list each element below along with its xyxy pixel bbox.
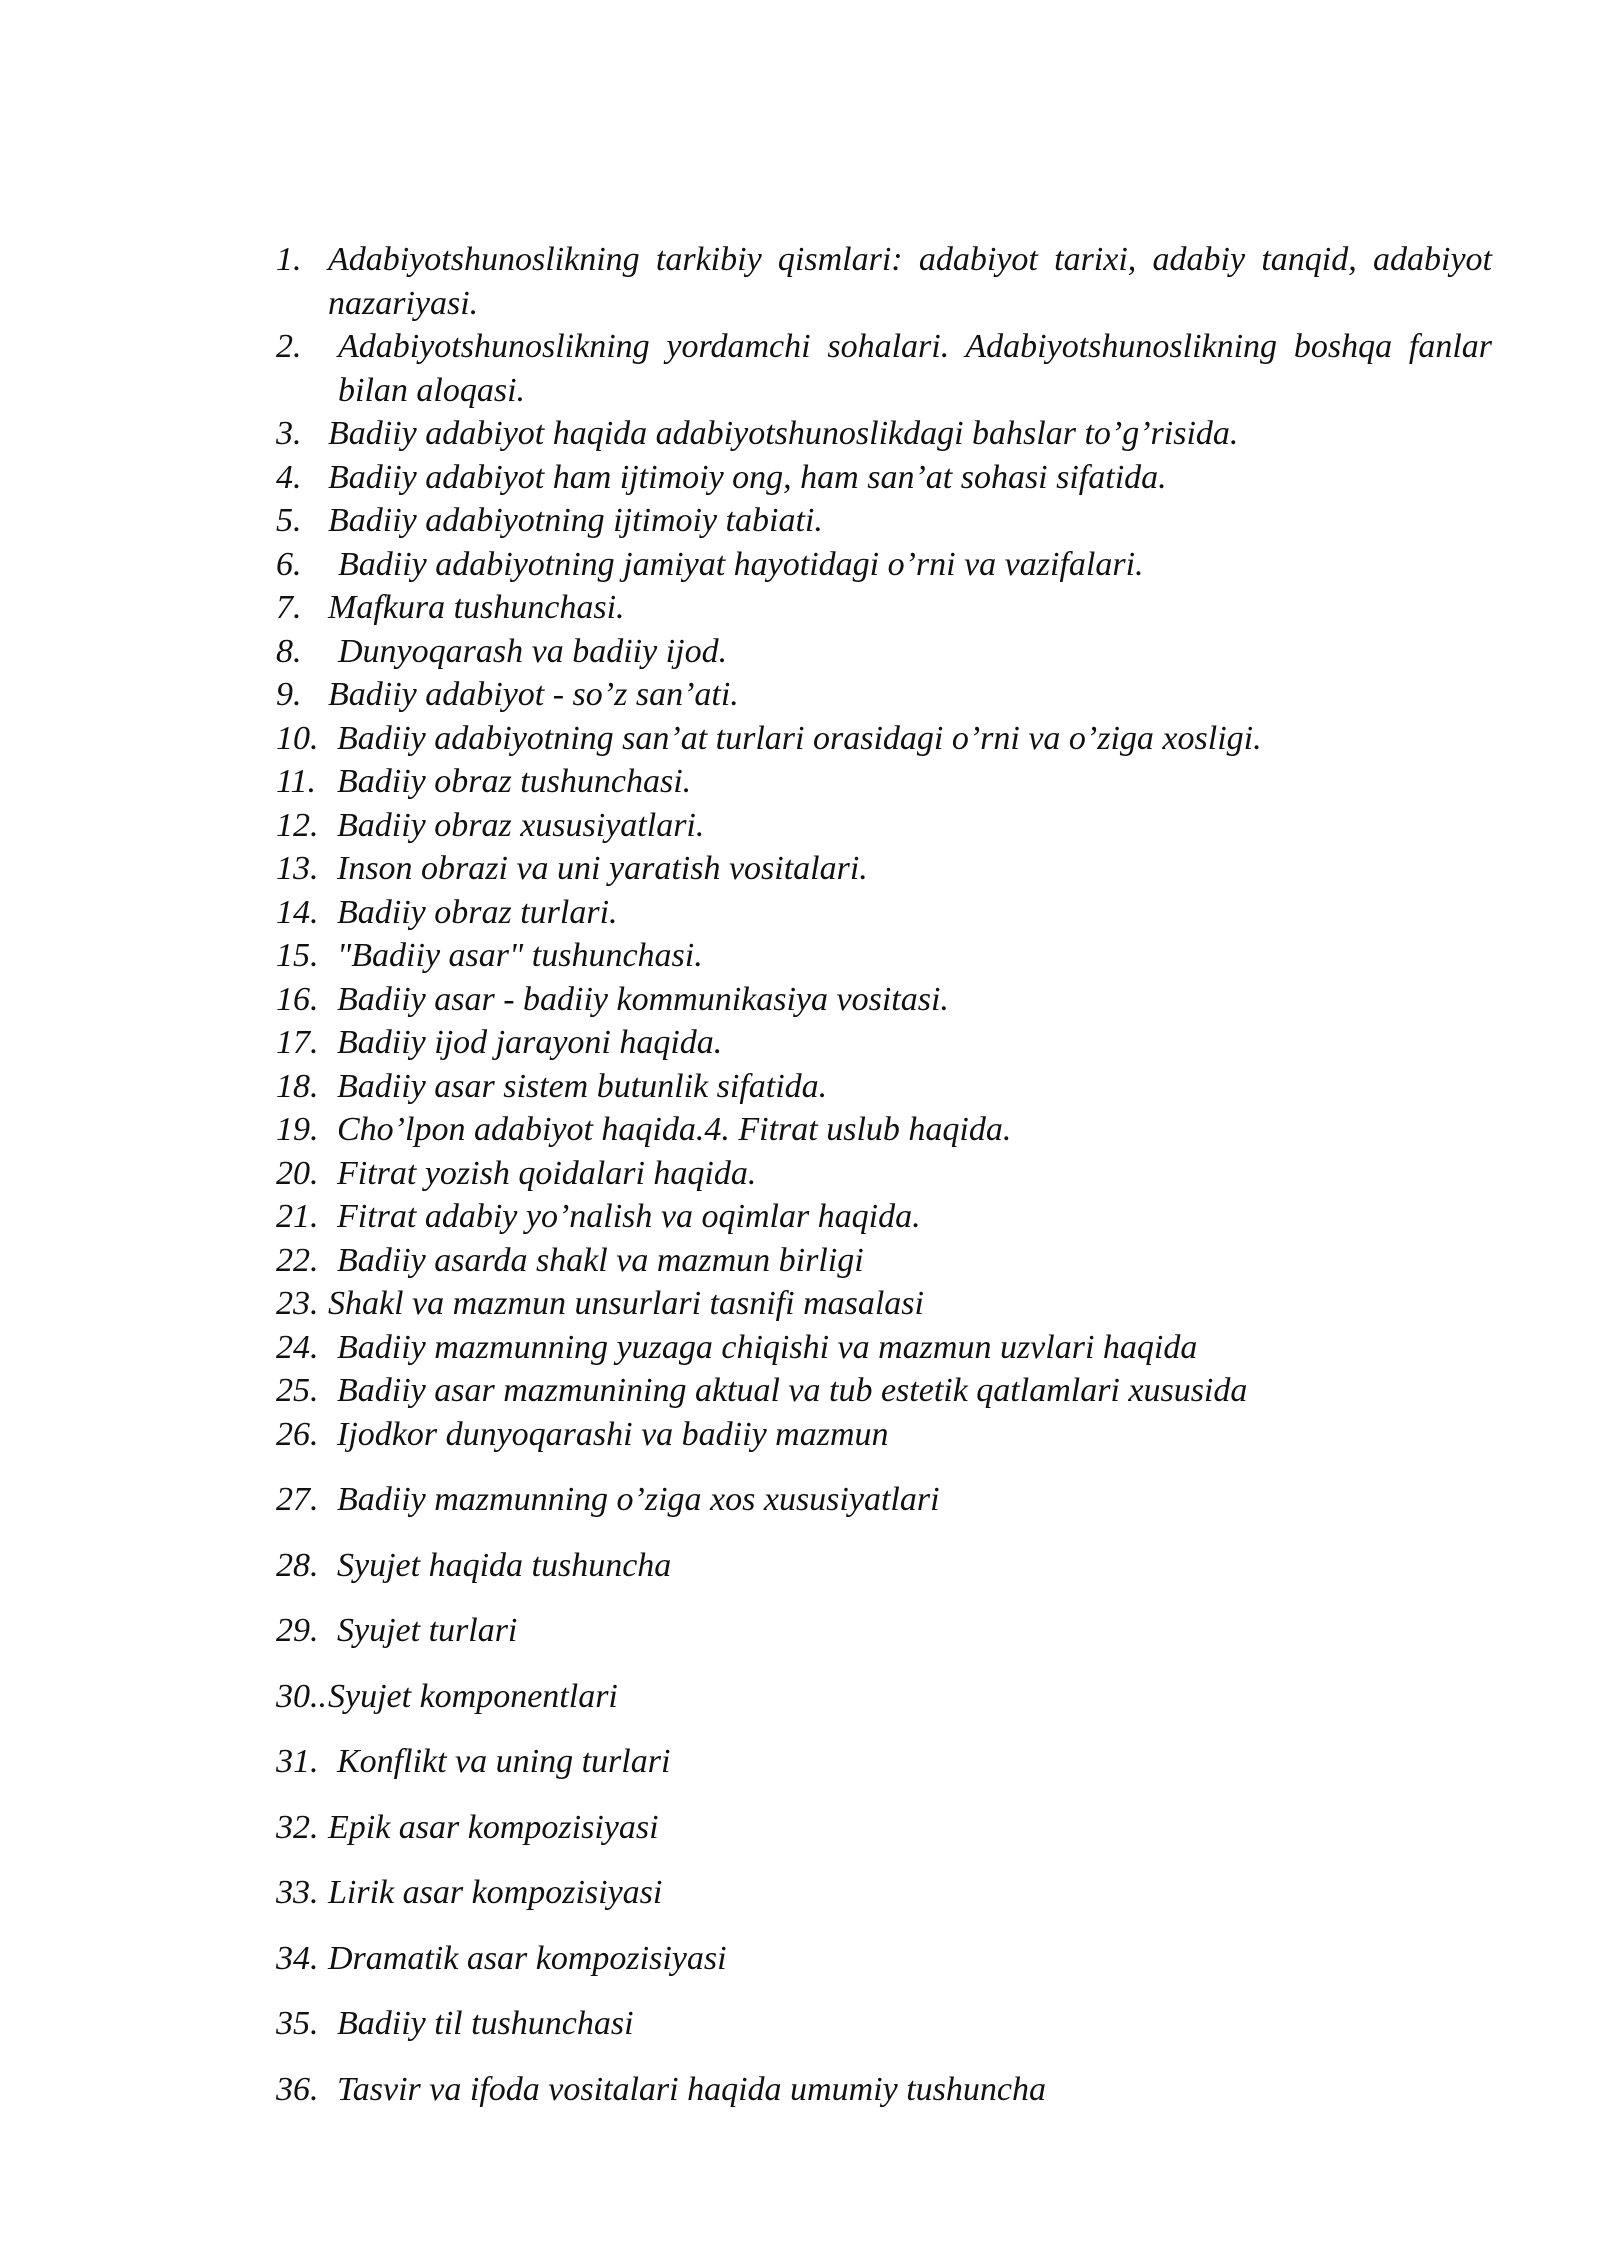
item-text: Syujet komponentlari [328,1677,618,1715]
item-text: Badiiy asar sistem butunlik sifatida. [337,1067,828,1105]
list-item [276,934,1492,978]
list-item [276,1152,1492,1196]
list-item [276,325,1492,412]
item-text: Konflikt va uning turlari [337,1743,671,1780]
item-number: 35. [276,2005,319,2042]
list-item [276,412,1492,456]
topic-list [276,238,1492,2111]
item-number: 18. [276,1067,319,1105]
item-text: Badiiy ijod jarayoni haqida. [337,1024,723,1061]
item-number: 31. [276,1743,319,1780]
item-number: 10. [276,719,319,757]
item-text: Epik asar kompozisiyasi [328,1808,659,1846]
list-item [276,586,1492,630]
list-item [276,804,1492,848]
list-item [276,847,1492,891]
item-text: Syujet haqida tushuncha [337,1546,672,1584]
item-number: 34. [276,1939,319,1977]
item-number: 8. [276,632,302,670]
item-text: Adabiyotshunoslikning yordamchi sohalari. Adabiyotshunoslikning boshqa fanlar bilan aloqasi. [338,328,1492,409]
item-text: Mafkura tushunchasi. [328,589,625,626]
item-number: 15. [276,937,319,974]
list-item [276,1239,1492,1283]
list-item [276,2002,1492,2046]
list-item [276,760,1492,804]
item-number: 26. [276,1415,319,1453]
list-item [276,673,1492,717]
item-number: 29. [276,1612,319,1649]
item-number: 17. [276,1024,319,1061]
item-text: Dramatik asar kompozisiyasi [328,1939,727,1977]
item-text: Fitrat adabiy yo’nalish va oqimlar haqida. [337,1198,921,1235]
list-item [276,1609,1492,1653]
list-item [276,1937,1492,1981]
item-text: Badiiy adabiyotning san’at turlari orasidagi o’rni va o’ziga xosligi. [337,719,1262,757]
list-item [276,1871,1492,1915]
item-number: 36. [276,2070,319,2108]
item-text: Dunyoqarash va badiiy ijod. [338,632,728,670]
item-text: Badiiy mazmunning yuzaga chiqishi va mazmun uzvlari haqida [337,1328,1198,1366]
item-number: 30.. [276,1677,327,1715]
item-number: 14. [276,893,319,931]
list-item [276,1326,1492,1370]
item-number: 12. [276,806,319,844]
list-item [276,1806,1492,1850]
list-item [276,1740,1492,1784]
item-number: 4. [276,458,302,496]
item-number: 24. [276,1328,319,1366]
item-number: 27. [276,1481,319,1518]
item-number: 20. [276,1154,319,1192]
list-item [276,238,1492,325]
item-text: Lirik asar kompozisiyasi [328,1874,663,1911]
item-number: 1. [276,241,302,278]
list-item [276,630,1492,674]
item-number: 2. [276,328,302,365]
list-item [276,499,1492,543]
item-number: 33. [276,1874,319,1911]
item-text: Badiiy asar - badiiy kommunikasiya vositasi. [337,980,949,1018]
item-number: 19. [276,1111,319,1148]
list-item [276,1544,1492,1588]
item-text: Shakl va mazmun unsurlari tasnifi masalasi [328,1285,924,1322]
item-text: Badiiy obraz xususiyatlari. [337,806,705,844]
item-text: Syujet turlari [337,1612,518,1649]
list-item [276,1478,1492,1522]
item-number: 11. [276,763,316,800]
item-text: Badiiy asarda shakl va mazmun birligi [337,1241,864,1279]
list-item [276,1369,1492,1413]
list-item [276,1108,1492,1152]
item-text: Badiiy adabiyotning ijtimoiy tabiati. [328,502,823,539]
item-text: Badiiy asar mazmunining aktual va tub estetik qatlamlari xususida [337,1372,1248,1409]
item-number: 9. [276,676,302,713]
item-text: Badiiy obraz turlari. [337,893,618,931]
item-text: Cho’lpon adabiyot haqida.4. Fitrat uslub haqida. [337,1111,1012,1148]
item-text: Fitrat yozish qoidalari haqida. [337,1154,757,1192]
list-item [276,456,1492,500]
list-item [276,1675,1492,1719]
item-number: 13. [276,850,319,887]
item-number: 7. [276,589,302,626]
list-item [276,543,1492,587]
item-text: Inson obrazi va uni yaratish vositalari. [337,850,868,887]
item-text: Adabiyotshunoslikning tarkibiy qismlari: adabiyot tarixi, adabiy tanqid, adabiyot nazariyasi. [328,241,1492,322]
item-number: 21. [276,1198,319,1235]
item-number: 5. [276,502,302,539]
list-item [276,1195,1492,1239]
list-item [276,1065,1492,1109]
list-item [276,978,1492,1022]
item-number: 6. [276,545,302,583]
item-number: 23. [276,1285,319,1322]
item-text: Ijodkor dunyoqarashi va badiiy mazmun [337,1415,889,1453]
item-text: "Badiiy asar" tushunchasi. [337,937,703,974]
item-text: Badiiy til tushunchasi [337,2005,634,2042]
list-item [276,2068,1492,2112]
item-text: Badiiy adabiyot haqida adabiyotshunoslikdagi bahslar to’g’risida. [328,415,1239,452]
item-text: Tasvir va ifoda vositalari haqida umumiy tushuncha [337,2070,1046,2108]
item-number: 22. [276,1241,319,1279]
list-item [276,1282,1492,1326]
item-number: 25. [276,1372,319,1409]
item-text: Badiiy obraz tushunchasi. [337,763,692,800]
list-item [276,1413,1492,1457]
item-number: 28. [276,1546,319,1584]
item-text: Badiiy mazmunning o’ziga xos xususiyatlari [337,1481,940,1518]
item-text: Badiiy adabiyot ham ijtimoiy ong, ham san’at sohasi sifatida. [328,458,1167,496]
item-number: 16. [276,980,319,1018]
item-number: 32. [276,1808,319,1846]
item-text: Badiiy adabiyotning jamiyat hayotidagi o’rni va vazifalari. [338,545,1144,583]
list-item [276,1021,1492,1065]
item-text: Badiiy adabiyot - so’z san’ati. [328,676,739,713]
list-item [276,717,1492,761]
list-item [276,891,1492,935]
item-number: 3. [276,415,302,452]
